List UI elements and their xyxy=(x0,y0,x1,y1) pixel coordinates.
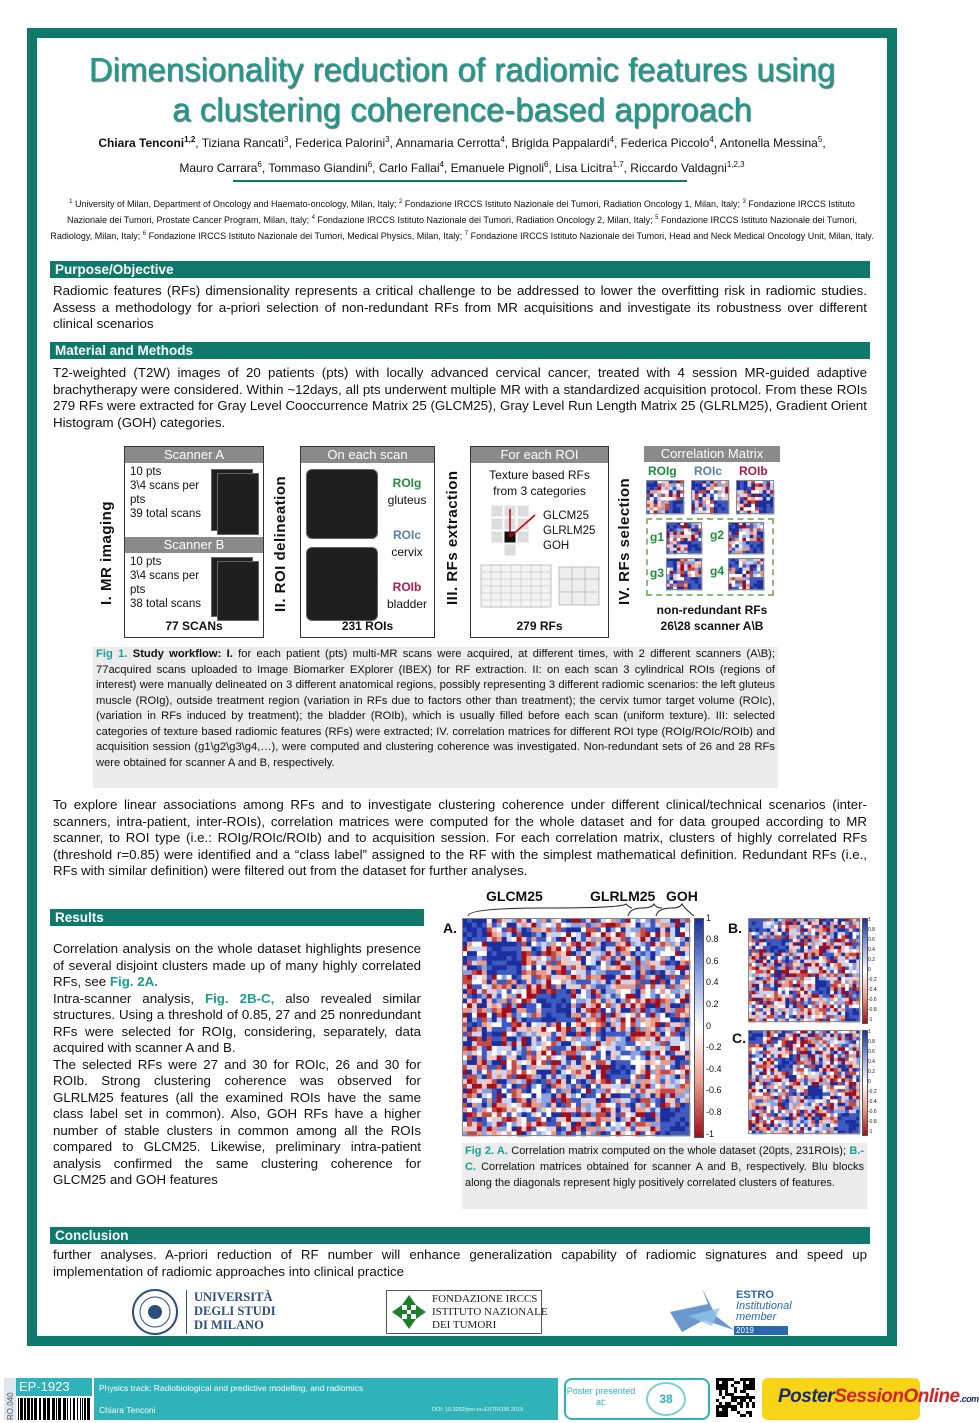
affiliation-text: Fondazione IRCCS Istituto Nazionale dei Tumori, Radiation Oncology 2, Milan, Italy; xyxy=(314,215,656,225)
colorbar-tick-label: 0.4 xyxy=(868,946,875,953)
cervix-label: cervix xyxy=(391,545,423,559)
affiliation-text: University of Milan, Department of Oncology and Haemato-oncology, Milan, Italy; xyxy=(72,199,399,209)
fig1-caption-label: Fig 1. xyxy=(96,648,128,660)
g4-label: g4 xyxy=(710,564,725,578)
author-name: , Annamaria Cerrotta xyxy=(389,136,501,150)
label-mr-imaging: I. MR imaging xyxy=(98,501,115,605)
footer-track: Physics track: Radiobiological and predictive modelling, and radiomics xyxy=(99,1383,364,1393)
colorbar-tick-label: 0.6 xyxy=(706,955,719,966)
estro-year-badge: 2019 xyxy=(734,1326,788,1335)
g3-heatmap xyxy=(666,558,702,590)
brand-logo: PosterSessionOnline.com xyxy=(778,1386,979,1407)
colorbar-tick-label: 0.8 xyxy=(706,934,719,945)
author-line-1: Chiara Tenconi$^{1,2}$, Tiziana Rancati$^3$, Federica Palorini$^3$, Annamaria Cerrotta$^4$, Brigida Pappalardi$^4$, Federica Piccolo$^4$, Antonella Messina$^5$, xyxy=(98,135,826,150)
scanner-a-info: 10 pts 3\4 scans per pts 39 total scans xyxy=(130,466,201,520)
fig2-group-braces xyxy=(466,904,696,918)
nonredundant-counts: 26\28 scanner A\B xyxy=(660,619,764,633)
nonredundant-label: non-redundant RFs xyxy=(656,603,768,617)
poster-title xyxy=(40,50,884,130)
scans-total: 77 SCANs xyxy=(165,619,223,633)
feature-matrix-icon xyxy=(481,565,599,607)
roic-heatmap xyxy=(691,480,729,514)
g1-label: g1 xyxy=(650,530,665,544)
colorbar-tick-label: 0 xyxy=(868,1078,871,1085)
fig2a-colorbar xyxy=(694,918,704,1138)
int-arrows-icon xyxy=(390,1293,428,1331)
roig-heatmap xyxy=(646,480,684,514)
footer-presented: Poster presented at: xyxy=(566,1386,636,1407)
axial-scan-image xyxy=(306,469,378,539)
author-name: , Emanuele Pignoli xyxy=(443,161,545,175)
g2-label: g2 xyxy=(710,528,725,542)
texture-grid-icon xyxy=(491,505,543,557)
colorbar-tick-label: -1 xyxy=(868,1128,873,1135)
colorbar-tick-label: 0.6 xyxy=(868,1048,875,1055)
colorbar-tick-label: 0 xyxy=(706,1020,712,1031)
colorbar-tick-label: 0.2 xyxy=(706,998,719,1009)
purpose-text: Radiomic features (RFs) dimensionality represents a critical challenge to be addressed to lower the overfitting risk in radiomic studies. Assess a methodology for a-priori selection of non-redundant RFs from MR acquisitions and investigate its robustness over different clinical scenarios xyxy=(53,283,867,331)
colorbar-tick-label: 0.8 xyxy=(868,1038,875,1045)
colorbar-tick-label: -1 xyxy=(706,1128,715,1139)
footer-congress-badge: 38 xyxy=(646,1382,686,1416)
colorbar-tick-label: -0.8 xyxy=(868,1006,877,1013)
fig2-label-glrlm: GLRLM25 xyxy=(590,888,656,904)
fig2-caption-label: Fig 2. A. xyxy=(465,1145,508,1157)
section-conclusion: Conclusion xyxy=(50,1227,870,1244)
title-line-2: a clustering coherence-based approach xyxy=(172,91,752,128)
colorbar-tick-label: -1 xyxy=(868,1016,873,1023)
colorbar-tick-label: -0.2 xyxy=(868,1088,877,1095)
colorbar-tick-label: -0.6 xyxy=(706,1085,722,1096)
fig2a-ref: Fig. 2A. xyxy=(109,974,158,989)
title-line-1: Dimensionality reduction of radiomic features using xyxy=(88,51,836,88)
scanner-b-info: 10 pts 3\4 scans per pts 38 total scans xyxy=(130,556,201,610)
footer-doi: DOI: 10.3252/pso.eu.ESTRO38.2019 xyxy=(432,1407,524,1413)
colorbar-tick-label: -0.6 xyxy=(868,996,877,1003)
bladder-label: bladder xyxy=(386,597,428,611)
colorbar-tick-label: 0.8 xyxy=(868,926,875,933)
section-results: Results xyxy=(50,909,424,926)
on-each-scan-header: On each scan xyxy=(301,447,434,463)
author-name: , Lisa Licitra xyxy=(548,161,613,175)
affiliation-text: Fondazione IRCCS Istituto Nazionale dei Tumori, Prostate Cancer Program, Milan, Italy; xyxy=(66,199,855,225)
fig2b-heatmap xyxy=(748,918,860,1022)
colorbar-tick-label: -0.8 xyxy=(868,1118,877,1125)
fig2-label-goh: GOH xyxy=(666,888,698,904)
g3-label: g3 xyxy=(650,566,665,580)
colorbar-tick-label: -0.8 xyxy=(706,1106,722,1117)
author-name: , Carlo Fallai xyxy=(372,161,440,175)
roib-label: ROIb xyxy=(392,580,422,594)
fig1-caption: Fig 1. Study workflow: I. for each patient (pts) multi-MR scans were acquired, at different times, with 2 different scanners (A\B); 77acquired scans uploaded to Image Biomarker EXplorer (IBEX) for RF extraction. II: on each scan 3 cylindrical ROIs (regions of interest) were manually delineated on 3 different anatomical regions, possibly representing 3 different radiomic scenarios: the left gluteus muscle (ROIg), outside treatment region (variation in RFs due to factors other than treatment); the cervix tumor target volume (ROIc), (variation in RFs induced by treatment); the bladder (ROIb), which is usually filled before each scan (uniform texture). III: selected categories of texture based radiomic features (RFs) were extracted; IV. correlation matrices for different ROI type (ROIg/ROIc/ROIb) and acquisition session (g1\g2\g3\g4,…), were computed and clustering coherence was investigated. Non-redundant sets of 26 and 28 RFs were obtained for scanner A and B, respectively. xyxy=(93,647,778,788)
methods-text: T2-weighted (T2W) images of 20 patients (pts) with locally advanced cervical cancer, treated with 4 session MR-guided adaptive brachytherapy were considered. Within ~12days, all pts underwent multiple MR with a standardized acquisition protocol. From these ROIs 279 RFs were extracted for Gray Level Cooccurrence Matrix 25 (GLCM25), Gray Level Run Length Matrix 25 (GLRLM25), Gradient Orient Histogram (GOH) categories. xyxy=(53,365,867,430)
colorbar-tick-label: 0.6 xyxy=(868,936,875,943)
fig2-panel-b: B. xyxy=(728,920,742,936)
colorbar-tick-label: 1 xyxy=(706,912,712,923)
panel-roi-delineation xyxy=(300,446,435,638)
fig2-panel-c: C. xyxy=(732,1030,746,1046)
label-roi-delineation: II. ROI delineation xyxy=(272,475,289,612)
roic-matrix-label: ROIc xyxy=(694,464,723,478)
mr-scan-stack-a xyxy=(217,473,259,535)
affiliation-text: Fondazione IRCCS Istituto Nazionale dei Tumori, Head and Neck Medical Oncology Unit, Milan, Italy. xyxy=(468,231,874,241)
colorbar-tick-label: -0.4 xyxy=(868,986,877,993)
colorbar-tick-label: -0.4 xyxy=(868,1098,877,1105)
fig2a-heatmap xyxy=(462,918,690,1136)
g4-heatmap xyxy=(728,558,764,590)
title-divider xyxy=(233,180,687,182)
roib-matrix-label: ROIb xyxy=(739,464,768,478)
panel-mr-imaging xyxy=(124,446,264,638)
scanner-b-header: Scanner B xyxy=(125,537,263,553)
roig-label: ROIg xyxy=(392,476,422,490)
fig2-label-glcm: GLCM25 xyxy=(486,888,543,904)
conclusion-text: further analyses. A-priori reduction of RF number will enhance generalization capability of radiomic signatures and speed up implementation of radiomic approaches into clinical practice xyxy=(53,1247,867,1279)
author-name: , Brigida Pappalardi xyxy=(504,136,610,150)
colorbar-tick-label: -0.4 xyxy=(706,1063,722,1074)
affiliations: $^1$ University of Milan, Department of Oncology and Haemato-oncology, Milan, Italy; $^2$ Fondazione IRCCS Istituto Nazionale dei Tumori, Radiation Oncology 1, Milan, Italy; $^3$ Fondazione IRCCS Istituto Nazionale dei Tumori, Prostate Cancer Program, Milan, Italy; $^4$ Fondazione IRCCS Istituto Nazionale dei Tumori, Radiation Oncology 2, Milan, Italy; $^5$ Fondazione IRCCS Istituto Nazionale dei Tumori, Radiology, Milan, Italy; $^6$ Fondazione IRCCS Istituto Nazionale dei Tumori, Medical Physics, Milan, Italy; $^7$ Fondazione IRCCS Istituto Nazionale dei Tumori, Head and Neck Medical Oncology Unit, Milan, Italy. xyxy=(50,199,874,241)
section-purpose: Purpose/Objective xyxy=(50,261,870,278)
mr-scan-stack-b xyxy=(217,561,259,621)
g2-heatmap xyxy=(728,522,764,554)
author-name: Chiara Tenconi xyxy=(98,136,185,150)
roib-heatmap xyxy=(736,480,774,514)
explore-text: To explore linear associations among RFs and to investigate clustering coherence under different clinical/technical scenarios (inter-scanners, intra-patient, inter-ROIs), correlation matrices were computed for the whole dataset and for data grouped according to MR scanner, to ROI type (i.e.: ROIg/ROIc/ROIb) and to acquisition session. For each correlation matrix, clusters of highly correlated RFs (threshold r=0.85) were identified and a “class label” assigned to the RF with the simplest mathematical definition. Redundant RFs (i.e., RFs with similar definition) were filtered out from the dataset for further analyses. xyxy=(53,797,867,878)
footer-poster-code: EP-1923 xyxy=(16,1378,92,1396)
roic-label: ROIc xyxy=(392,528,421,542)
for-each-roi-header: For each ROI xyxy=(471,447,608,463)
results-text: Correlation analysis on the whole dataset highlights presence of several disjoint clusters made up of many highly correlated RFs, see Fig. 2A. Intra-scanner analysis, Fig. 2B-C, also revealed similar structures. Using a threshold of 0.85, 27 and 25 nonredundant RFs were selected for ROIg, considering, separately, data acquired with scanner A and B. The selected RFs were 27 and 30 for ROIc, 26 and 30 for ROIb. Strong clustering coherence was observed for GLRLM25 features (all the examined ROIs have the same class label set in common). Also, GOH RFs have a higher number of stable clusters in common among all the ROIs compared to GLCM25. Likewise, preliminary intra-patient analysis confirmed the same clustering coherence for GLCM25 and GOH features xyxy=(53,941,421,1187)
footer-bar xyxy=(0,1378,979,1423)
footer-side-code: RO.040 xyxy=(6,1392,15,1420)
colorbar-tick-label: 1 xyxy=(868,1028,871,1035)
colorbar-tick-label: -0.2 xyxy=(706,1042,722,1053)
author-name: , Antonella Messina xyxy=(713,136,818,150)
colorbar-tick-label: 1 xyxy=(868,916,871,923)
footer-author: Chiara Tenconi xyxy=(99,1405,156,1415)
estro-star-icon xyxy=(668,1286,738,1336)
fig2c-heatmap xyxy=(748,1030,860,1134)
affiliation-text: Fondazione IRCCS Istituto Nazionale dei Tumori, Medical Physics, Milan, Italy; xyxy=(146,231,465,241)
author-name: , Tommaso Giandini xyxy=(261,161,368,175)
unimi-seal-icon xyxy=(131,1288,179,1336)
category-glcm: GLCM25 xyxy=(543,510,590,522)
author-name: , Riccardo Valdagni xyxy=(623,161,727,175)
colorbar-tick-label: 0.2 xyxy=(868,1068,875,1075)
qr-code-icon xyxy=(716,1378,756,1418)
fig2-panel-a: A. xyxy=(443,920,457,936)
author-list xyxy=(40,129,884,179)
panel-rfs-extraction: For each ROI Texture based RFs from 3 categories GLCM25 GLRLM25 GOH 279 RFs xyxy=(470,446,609,638)
section-methods: Material and Methods xyxy=(50,342,870,359)
colorbar-tick-label: 0 xyxy=(868,966,871,973)
rois-total: 231 ROIs xyxy=(341,619,394,633)
author-name: , Federica Piccolo xyxy=(613,136,710,150)
author-line-2: Mauro Carrara$^6$, Tommaso Giandini$^6$, Carlo Fallai$^4$, Emanuele Pignoli$^6$, Lisa Licitra$^{1,7}$, Riccardo Valdagni$^{1,2,3}$ xyxy=(179,160,745,175)
colorbar-tick-label: -0.2 xyxy=(868,976,877,983)
scanner-a-header: Scanner A xyxy=(125,447,263,463)
g1-heatmap xyxy=(666,522,702,554)
author-name: , xyxy=(822,136,826,150)
corr-matrix-header: Correlation Matrix xyxy=(644,446,780,462)
affiliation-text: Fondazione IRCCS Istituto Nazionale dei Tumori, Radiology, Milan, Italy; xyxy=(50,215,858,241)
colorbar-tick-label: 0.2 xyxy=(868,956,875,963)
rfs-total: 279 RFs xyxy=(516,619,563,633)
footer-barcode xyxy=(18,1398,90,1420)
roig-matrix-label: ROIg xyxy=(648,464,677,478)
author-name: Mauro Carrara xyxy=(179,161,258,175)
label-rfs-selection: IV. RFs selection xyxy=(616,477,633,605)
colorbar-tick-label: 0.4 xyxy=(868,1058,875,1065)
category-goh: GOH xyxy=(543,540,570,552)
author-name: , Tiziana Rancati xyxy=(195,136,284,150)
fig2-caption: Fig 2. A. Correlation matrix computed on the whole dataset (20pts, 231ROIs); B.- C. Correlation matrices obtained for scanner A and B, respectively. Blu blocks along the diagonals represent higly positively correlated clusters of features. xyxy=(462,1143,867,1209)
author-name: , Federica Palorini xyxy=(288,136,386,150)
fig2bc-ref: Fig. 2B-C, xyxy=(204,990,275,1006)
axial-scan-image xyxy=(306,547,378,621)
colorbar-tick-label: -0.6 xyxy=(868,1108,877,1115)
gluteus-label: gluteus xyxy=(387,493,427,507)
label-rfs-extraction: III. RFs extraction xyxy=(444,470,461,605)
affiliation-text: Fondazione IRCCS Istituto Nazionale dei Tumori, Radiation Oncology 1, Milan, Italy; xyxy=(402,199,743,209)
category-glrlm: GLRLM25 xyxy=(543,525,596,537)
panel-rfs-selection xyxy=(644,446,780,636)
colorbar-tick-label: 0.4 xyxy=(706,977,719,988)
